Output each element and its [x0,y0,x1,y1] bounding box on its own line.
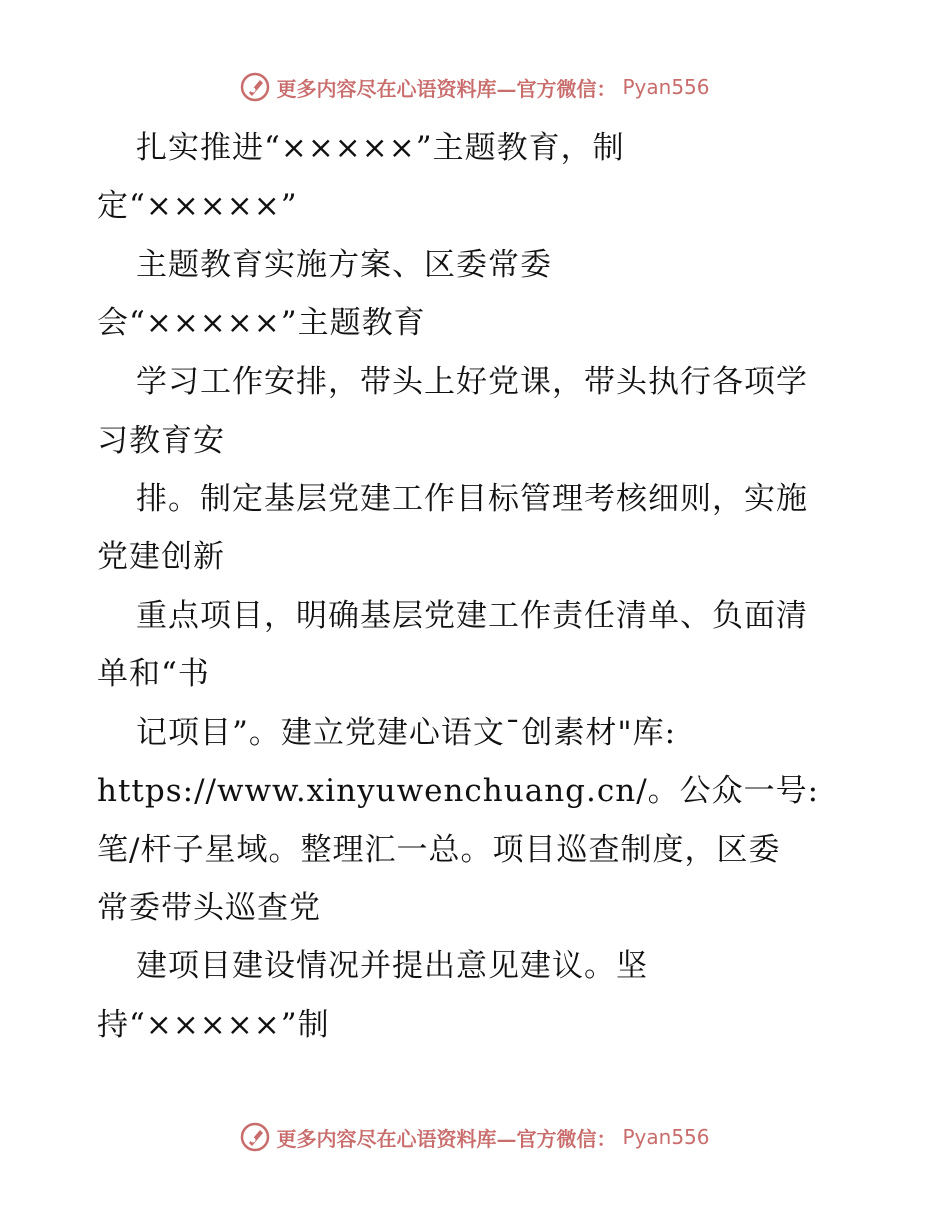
text-line: https://www.xinyuwenchuang.cn/。公众一号: [97,773,820,809]
text-line: 重点项目，明确基层党建工作责任清单、负面清 [136,598,808,634]
watermark-handle: Pyan556 [622,75,710,99]
text-line: 定“×××××” [97,188,298,224]
text-line: 记项目”。建立党建心语文¯创素材"库: [136,715,677,751]
pen-logo-icon [240,72,270,102]
text-line: 扎实推进“×××××”主题教育，制 [136,130,625,166]
watermark-header [0,72,950,102]
text-line: 学习工作安排，带头上好党课，带头执行各项学 [136,364,808,400]
pen-logo-icon [240,1122,270,1152]
text-line: 排。制定基层党建工作目标管理考核细则，实施 [136,481,808,517]
text-line: 会“×××××”主题教育 [97,305,426,341]
text-line: 单和“书 [97,656,210,692]
watermark-handle: Pyan556 [622,1125,710,1149]
text-line: 习教育安 [97,423,225,459]
text-line: 党建创新 [97,539,225,575]
text-line: 持“×××××”制 [97,1007,330,1043]
watermark-footer [0,1122,950,1152]
text-line: 主题教育实施方案、区委常委 [136,247,552,283]
watermark-text: 更多内容尽在心语资料库—官方微信： [276,76,617,101]
text-line: 建项目建设情况并提出意见建议。坚 [136,948,648,984]
text-line: 常委带头巡查党 [97,890,321,926]
watermark-text: 更多内容尽在心语资料库—官方微信： [276,1126,617,1151]
text-line: 笔/杆子星域。整理汇一总。项目巡查制度，区委 [97,832,781,868]
